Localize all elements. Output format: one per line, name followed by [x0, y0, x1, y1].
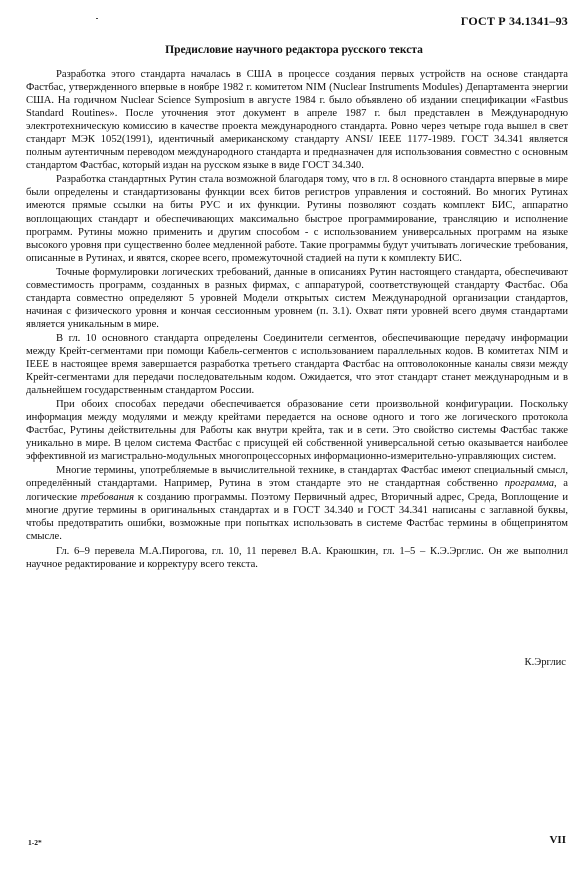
editor-signature: К.Эрглис [524, 657, 566, 668]
paragraph-6-part-c: к созданию программы. Поэтому Первичный адрес, Вторичный адрес, Среда, Воплощение и многие другие термины в оригинальных стандартах и в ГОСТ 34.340 и ГОСТ 34.341 написаны с заглавной буквы, чтобы предотвратить ошибки, возможные при попытках использовать в системе Фастбас термины в общепринятом смысле. [26, 491, 568, 542]
paragraph-4: В гл. 10 основного стандарта определены Соединители сегментов, обеспечивающие передачу информации между Крейт-сегментами при помощи Кабель-сегментов с использованием параллельных кодов. В комитетах NIM и IEEE в настоящее время завершается разработка третьего стандарта Фастбас на оптоволоконные каналы связи между Крейт-сегментами для передачи последовательным кодом. Ожидается, что этот стандарт станет международным и в дальнейшем государственным стандартом России. [26, 332, 568, 397]
paragraph-2: Разработка стандартных Рутин стала возможной благодаря тому, что в гл. 8 основного стандарта впервые в мире были определены и стандартизованы функции всех битов регистров управления и состояний. Во многих Рутинах имеются прямые ссылки на биты РУС и их функции. Рутины позволяют создать комплект БИС, аппаратно воплощающих стандарт и обеспечивающих максимально быстрое программирование, трансляцию и исполнение программ. Рутины можно применить и другим способом - с использованием универсальных программ на языке высокого уровня при существенно более медленной работе. Такие программы будут учитывать логические требования, описанные в Рутинах, и явятся, скорее всего, промежуточной стадией на пути к комплекту БИС. [26, 174, 568, 264]
emphasis-program: программа [504, 478, 555, 490]
paragraph-5: При обоих способах передачи обеспечивается образование сети произвольной конфигурации. Поскольку информация между модулями и между крейтами передается на основе одного и того же логического протокола Фастбас, Рутины действительны для Работы как внутри крейта, так и в сети. Это свойство системы Фастбас также уникально в мире. В целом система Фастбас с присущей ей собственной универсальной сетью оказывается наиболее эффективной из магистрально-модульных многопроцессорных информационно-измерительно-управляющих систем. [26, 399, 568, 463]
body-text [26, 68, 568, 572]
translator-credits: Гл. 6–9 перевела М.А.Пирогова, гл. 10, 11 перевел В.А. Краюшкин, гл. 1–5 – К.Э.Эрглис. Он же выполнил научное редактирование и корректуру всего текста. [26, 545, 568, 570]
page-title: Предисловие научного редактора русского текста [165, 44, 423, 56]
paragraph-1: Разработка этого стандарта началась в США в процессе создания первых устройств на основе стандарта Фастбас, утвержденного впервые в ноябре 1982 г. комитетом NIM (Nuclear Instruments Modules) Департамента энергии США. На годичном Nuclear Science Symposium в августе 1984 г. было объявлено об издании спецификации «Fastbus Standard Routines». После уточнения этот документ в апреле 1987 г. был представлен в Международную электротехническую комиссию в качестве проекта международного стандарта. Ровно через четыре года вышел в свет стандарт МЭК 1052(1991), идентичный американскому стандарту ANSI/ IEEE 1177-1989. ГОСТ 34.341 является полным аутентичным переводом международного стандарта и предназначен для использования совместно с основным стандартом Фастбас, который издан на русском языке в виде ГОСТ 34.340. [26, 69, 568, 172]
standard-id: ГОСТ Р 34.1341–93 [460, 14, 568, 28]
page-number: VII [549, 834, 566, 846]
paragraph-6-part-b: , а логические [26, 478, 569, 503]
paragraph-6-part-a: Многие термины, употребляемые в вычислительной технике, в стандартах Фастбас имеют специальный смысл, определённый стандартами. Например, Рутина в этом стандарте это не стандартная собственно [26, 465, 568, 490]
paragraph-6 [26, 464, 568, 542]
emphasis-requirements: требования [80, 491, 135, 503]
sheet-mark: 1-2* [28, 838, 42, 847]
paragraph-3: Точные формулировки логических требований, данные в описаниях Рутин настоящего стандарта, обеспечивают совместимость программ, созданных в разных фирмах, с аппаратурой, соответствующей стандарту Фастбас. Оба стандарта совместно определяют 5 уровней Модели открытых систем Международной организации стандартов, начиная с физического уровня и кончая сессионным уровнем (п. 3.1). Охват пяти уровней всего двумя стандартами является уникальным в мире. [26, 266, 568, 330]
scan-speck [96, 18, 98, 19]
